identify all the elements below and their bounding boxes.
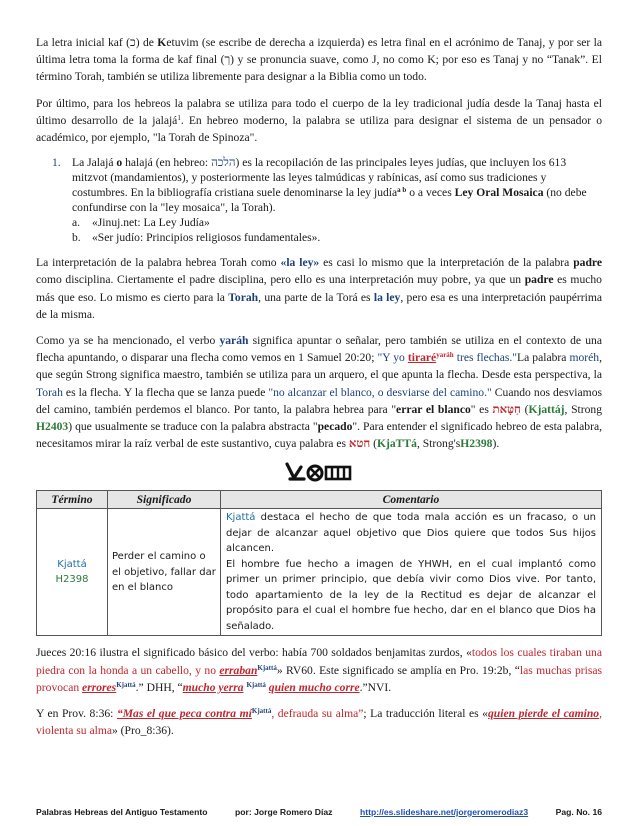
footnote-subitem: b. «Ser judío: Principios religiosos fundamentales». [72, 231, 321, 245]
table-header-row [37, 491, 602, 509]
document-body [36, 34, 602, 748]
paragraph-interpretacion: La interpretación de la palabra hebrea Torah como «la ley» es casi lo mismo que la interpretación de la palabra padre como disciplina. Ciertamente el padre disciplina, pero ello es una interpretación muy pobre, ya que un padre es mucho más que eso. Lo mismo es cierto para la Torah, una parte de la Torá es la ley, pero esa es una interpretación paupérrima de la misma. [36, 256, 602, 321]
footnote-subitem: a. «Jinuj.net: La Ley Judía» [72, 216, 210, 230]
table-row [37, 509, 602, 636]
footnote-list [52, 155, 602, 245]
header-comentario: Comentario [221, 491, 602, 509]
paleo-hebrew-glyphs [36, 461, 602, 487]
paragraph-jueces: Jueces 20:16 ilustra el significado básico del verbo: había 700 soldados benjamitas zurdos, «todos los cuales tiraban una piedra con la honda a un cabello, y no erraban$^{Kjattá}$» RV60. Este significado se amplía en Pro. 19:2b, “las muchas prisas provocan errores$^{Kjattá}$.” DHH, “mucho yerra $^{Kjattá}$ quien mucho corre.”NVI. [36, 646, 603, 694]
paragraph-proverbios: Y en Prov. 8:36: “Mas el que peca contra $mí^{Kjattá}$, defrauda su alma”; La traducción literal es «quien pierde el camino, violenta su alma» (Pro_8:36). [36, 707, 602, 738]
header-termino: Término [37, 491, 108, 509]
comment-cell: Kjattá destaca el hecho de que toda mala acción es un fracaso, o un dejar de alcanzar aquel objetivo que Dios quiere que todos Sus hijos alcancen. El hombre fue hecho a imagen de YHWH, en el cual implantó como primer un primer principio, que debía vivir como Dios vive. Por tanto, todo apartamiento de la ley de la Rectitud es dejar de alcanzar el propósito para el cual el hombre fue hecho, dar en el blanco que Dios ha señalado. [221, 509, 602, 636]
paleo-hebrew-word-icon [284, 461, 354, 485]
paragraph-yarah: Como ya se ha mencionado, el verbo yaráh significa apuntar o señalar, pero también se utiliza en el contexto de una flecha apuntando, o disparar una flecha como vemos en 1 Samuel 20:20; "Y yo tiraré$^{yaráh}$ tres flechas."La palabra moréh, que según Strong significa maestro, también se utiliza para un arquero, el que apunta la flecha. Desde esta perspectiva, la Torah es la flecha. Y la flecha que se lanza puede "no alcanzar el blanco, o desviarse del camino." Cuando nos desviamos del camino, también perdemos el blanco. Por tanto, la palabra hebrea para "errar el blanco" es חַטָּאת (Kjattáj, Strong H2403) que usualmente se traduce con la palabra abstracta "pecado". Para entender el significado hebreo de esta palabra, necesitamos mirar la raíz verbal de este sustantivo, cuya palabra es חטא (KjaTTá, Strong'sH2398). [36, 334, 603, 451]
term-cell: Kjattá H2398 [37, 509, 108, 636]
footer-page-number: Pag. No. 16 [555, 807, 602, 817]
footnote-item: 1. La Jalajá o halajá (en hebreo: הלכה) es la recopilación de las principales leyes judías, que incluyen los 613 mitzvot (mandamientos), y posteriormente las leyes talmúdicas y rabínicas, así como sus tradiciones y costumbres. En la bibliografía cristiana suele denominarse la ley judía$^{a b}$ o a veces Ley Oral Mosaica (no debe confundirse con la "ley mosaica", la Torah). [52, 156, 587, 215]
meaning-cell: Perder el camino o el objetivo, fallar dar en el blanco [108, 509, 221, 636]
header-significado: Significado [108, 491, 221, 509]
footer-title: Palabras Hebreas del Antiguo Testamento [36, 807, 208, 817]
footer-author: por: Jorge Romero Díaz [235, 807, 333, 817]
page-footer [36, 807, 602, 817]
paragraph-ley-tradicional: Por último, para los hebreos la palabra se utiliza para todo el cuerpo de la ley tradicional judía desde la Tanaj hasta el último desarrollo de la jalajá$^1$. En hebreo moderno, la palabra se utiliza para designar el sistema de un pensador o académico, por ejemplo, "la Torah de Spinoza". [36, 96, 603, 145]
term-table [36, 490, 602, 636]
paragraph-kaf: La letra inicial kaf (כ) de Ketuvim (se escribe de derecha a izquierda) es letra final en el acrónimo de Tanaj, y por ser la última letra toma la forma de kaf final (ך) y se pronuncia suave, como J, no como K; por eso es Tanaj y no “Tanak”. El término Torah, también se utiliza libremente para designar a la Biblia como un todo. [36, 36, 602, 84]
footer-link[interactable]: http://es.slideshare.net/jorgeromerodiaz3 [360, 807, 529, 817]
footnote-sublist [72, 215, 602, 245]
